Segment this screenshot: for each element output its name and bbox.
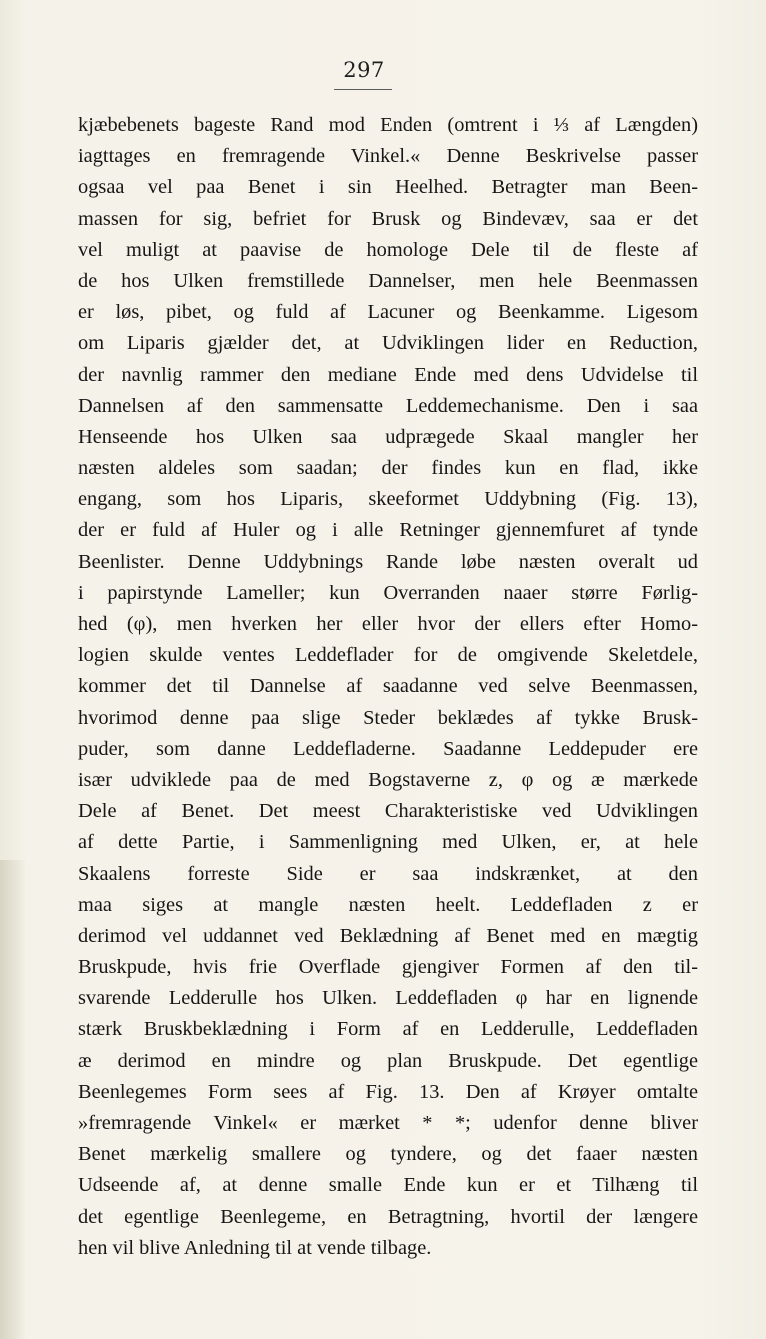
text-line: det egentlige Beenlegeme, en Betragtning, hvortil der længere xyxy=(78,1205,698,1228)
text-line: »fremragende Vinkel« er mærket * *; udenfor denne bliver xyxy=(78,1112,698,1134)
text-line: Udseende af, at denne smalle Ende kun er et Tilhæng til xyxy=(78,1174,698,1197)
text-line: der er fuld af Huler og i alle Retninger gjennemfuret af tynde xyxy=(78,519,698,542)
text-line: især udviklede paa de med Bogstaverne z, φ og æ mærkede xyxy=(78,768,698,791)
text-line: vel muligt at paavise de homologe Dele til de fleste af xyxy=(78,238,698,261)
text-line: maa siges at mangle næsten heelt. Leddefladen z er xyxy=(78,893,698,916)
text-line: iagttages en fremragende Vinkel.« Denne Beskrivelse passer xyxy=(78,145,698,168)
text-line: af dette Partie, i Sammenligning med Ulken, er, at hele xyxy=(78,831,698,854)
text-line: der navnlig rammer den mediane Ende med dens Udvidelse til xyxy=(78,363,698,386)
text-line: de hos Ulken fremstillede Dannelser, men hele Beenmassen xyxy=(78,269,698,292)
text-line: om Liparis gjælder det, at Udviklingen lider en Reduction, xyxy=(78,332,698,355)
text-line: æ derimod en mindre og plan Bruskpude. Det egentlige xyxy=(78,1049,698,1072)
text-line: massen for sig, befriet for Brusk og Bindevæv, saa er det xyxy=(78,207,698,230)
text-line: Skaalens forreste Side er saa indskrænket, at den xyxy=(78,862,698,885)
text-line: Dele af Benet. Det meest Charakteristiske ved Udviklingen xyxy=(78,800,698,823)
text-line: hed (φ), men hverken her eller hvor der ellers efter Homo- xyxy=(78,613,698,635)
text-line: engang, som hos Liparis, skeeformet Uddybning (Fig. 13), xyxy=(78,488,698,511)
page-number: 297 xyxy=(343,58,385,82)
text-line: puder, som danne Leddefladerne. Saadanne Leddepuder ere xyxy=(78,737,698,760)
text-line: Beenlegemes Form sees af Fig. 13. Den af Krøyer omtalte xyxy=(78,1080,698,1103)
text-line: hen vil blive Anledning til at vende tilbage. xyxy=(78,1236,432,1259)
text-line: kommer det til Dannelse af saadanne ved selve Beenmassen, xyxy=(78,675,698,698)
text-line: Dannelsen af den sammensatte Leddemechanisme. Den i saa xyxy=(78,394,698,417)
text-line: svarende Ledderulle hos Ulken. Leddefladen φ har en lignende xyxy=(78,987,698,1010)
text-line: stærk Bruskbeklædning i Form af en Ledderulle, Leddefladen xyxy=(78,1018,698,1041)
body-text xyxy=(78,110,698,1264)
text-line: derimod vel uddannet ved Beklædning af Benet med en mægtig xyxy=(78,924,698,947)
text-line: hvorimod denne paa slige Steder beklædes af tykke Brusk- xyxy=(78,706,698,729)
text-line: logien skulde ventes Leddeflader for de omgivende Skeletdele, xyxy=(78,644,698,667)
page-number-underline xyxy=(334,89,392,90)
text-line: Bruskpude, hvis frie Overflade gjengiver Formen af den til- xyxy=(78,956,698,979)
text-line: kjæbebenets bageste Rand mod Enden (omtrent i ⅓ af Længden) xyxy=(78,114,698,136)
text-line: Henseende hos Ulken saa udprægede Skaal mangler her xyxy=(78,425,698,448)
page-edge-shadow xyxy=(0,860,26,1339)
text-line: Benet mærkelig smallere og tyndere, og det faaer næsten xyxy=(78,1143,698,1166)
text-line: næsten aldeles som saadan; der findes kun en flad, ikke xyxy=(78,457,698,480)
text-line: i papirstynde Lameller; kun Overranden naaer større Førlig- xyxy=(78,581,698,604)
text-line: er løs, pibet, og fuld af Lacuner og Beenkamme. Ligesom xyxy=(78,301,698,324)
text-line: Beenlister. Denne Uddybnings Rande løbe næsten overalt ud xyxy=(78,550,698,573)
text-line: ogsaa vel paa Benet i sin Heelhed. Betragter man Been- xyxy=(78,176,698,199)
